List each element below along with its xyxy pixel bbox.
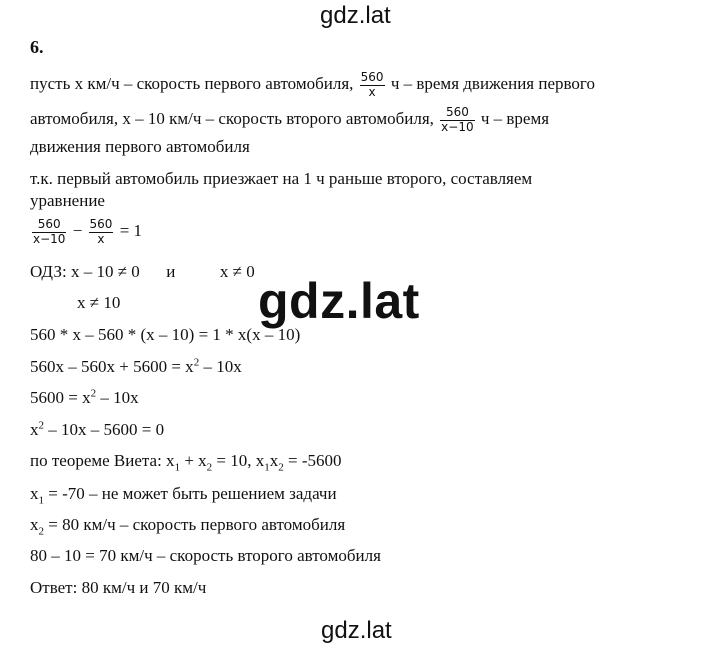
exponent: 2 xyxy=(193,356,200,369)
text-line-5: уравнение xyxy=(30,191,105,210)
text-segment: + х xyxy=(180,451,207,470)
subscript: 1 xyxy=(264,461,270,474)
fraction-denominator: x−10 xyxy=(441,119,474,134)
text-segment: = -5600 xyxy=(283,451,342,470)
fraction-denominator: x xyxy=(368,84,376,99)
text-line-14 xyxy=(30,515,346,538)
text-segment: автомобиля, х – 10 км/ч – скорость второго автомобиля, xyxy=(30,109,434,129)
text-segment: – 10х xyxy=(96,388,139,407)
text-line-15: 80 – 10 = 70 км/ч – скорость второго автомобиля xyxy=(30,546,381,565)
odz-condition-3: х ≠ 10 xyxy=(77,293,121,312)
odz-condition-2: х ≠ 0 xyxy=(219,262,255,281)
fraction-numerator: 560 xyxy=(440,106,474,121)
text-segment: ч – время движения первого xyxy=(390,74,595,94)
subscript: 1 xyxy=(38,494,44,507)
text-line-1 xyxy=(30,71,595,100)
text-segment: х xyxy=(30,515,39,534)
subscript: 2 xyxy=(38,525,44,538)
fraction-denominator: x xyxy=(97,231,105,246)
watermark-bottom: gdz.lat xyxy=(321,617,392,644)
fraction-numerator: 560 xyxy=(360,70,384,84)
text-segment: = 80 км/ч – скорость первого автомобиля xyxy=(44,515,346,534)
fraction-numerator: 560 xyxy=(89,217,113,231)
text-line-11 xyxy=(30,421,164,438)
odz-line xyxy=(30,263,255,280)
text-segment: по теореме Виета: х xyxy=(30,451,175,470)
fraction-denominator: x−10 xyxy=(33,231,66,246)
fraction-560-over-x-minus-10 xyxy=(440,106,474,135)
text-line-2 xyxy=(30,106,549,135)
text-segment: – 10х – 5600 = 0 xyxy=(44,420,165,439)
text-segment: = 10, х xyxy=(212,451,265,470)
text-line-8: 560 * х – 560 * (х – 10) = 1 * х(х – 10) xyxy=(30,325,301,344)
minus-sign: − xyxy=(72,221,83,241)
text-line-10 xyxy=(30,389,139,406)
text-segment: 5600 = х xyxy=(30,388,91,407)
odz-conjunction: и xyxy=(166,262,176,281)
text-segment: 560х – 560х + 5600 = х xyxy=(30,357,194,376)
equation-rhs: = 1 xyxy=(119,221,143,241)
watermark-top: gdz.lat xyxy=(320,2,391,29)
watermark-middle: gdz.lat xyxy=(258,273,420,329)
answer-line: Ответ: 80 км/ч и 70 км/ч xyxy=(30,578,207,597)
text-segment: пусть х км/ч – скорость первого автомобиля, xyxy=(30,74,354,94)
exponent: 2 xyxy=(38,419,44,432)
text-segment: х xyxy=(269,451,279,470)
text-line-4: т.к. первый автомобиль приезжает на 1 ч раньше второго, составляем xyxy=(30,169,533,188)
equation-line xyxy=(30,218,142,247)
odz-condition-1: ОДЗ: х – 10 ≠ 0 xyxy=(30,262,140,281)
text-segment: = -70 – не может быть решением задачи xyxy=(44,484,337,503)
text-segment: – 10х xyxy=(199,357,242,376)
exponent: 2 xyxy=(90,387,97,400)
equation-fraction-1 xyxy=(32,218,66,247)
text-segment: х xyxy=(30,420,39,439)
text-line-13 xyxy=(30,484,337,507)
fraction-560-over-x xyxy=(360,71,385,100)
equation-fraction-2 xyxy=(89,218,114,247)
subscript: 2 xyxy=(206,461,213,474)
text-line-12 xyxy=(30,451,342,474)
subscript: 2 xyxy=(278,461,284,474)
text-line-9 xyxy=(30,358,242,375)
text-segment: х xyxy=(30,484,39,503)
text-line-3: движения первого автомобиля xyxy=(30,137,250,156)
fraction-numerator: 560 xyxy=(32,218,66,233)
task-number: 6. xyxy=(30,37,44,57)
text-segment: ч – время xyxy=(480,109,550,129)
subscript: 1 xyxy=(174,461,181,474)
